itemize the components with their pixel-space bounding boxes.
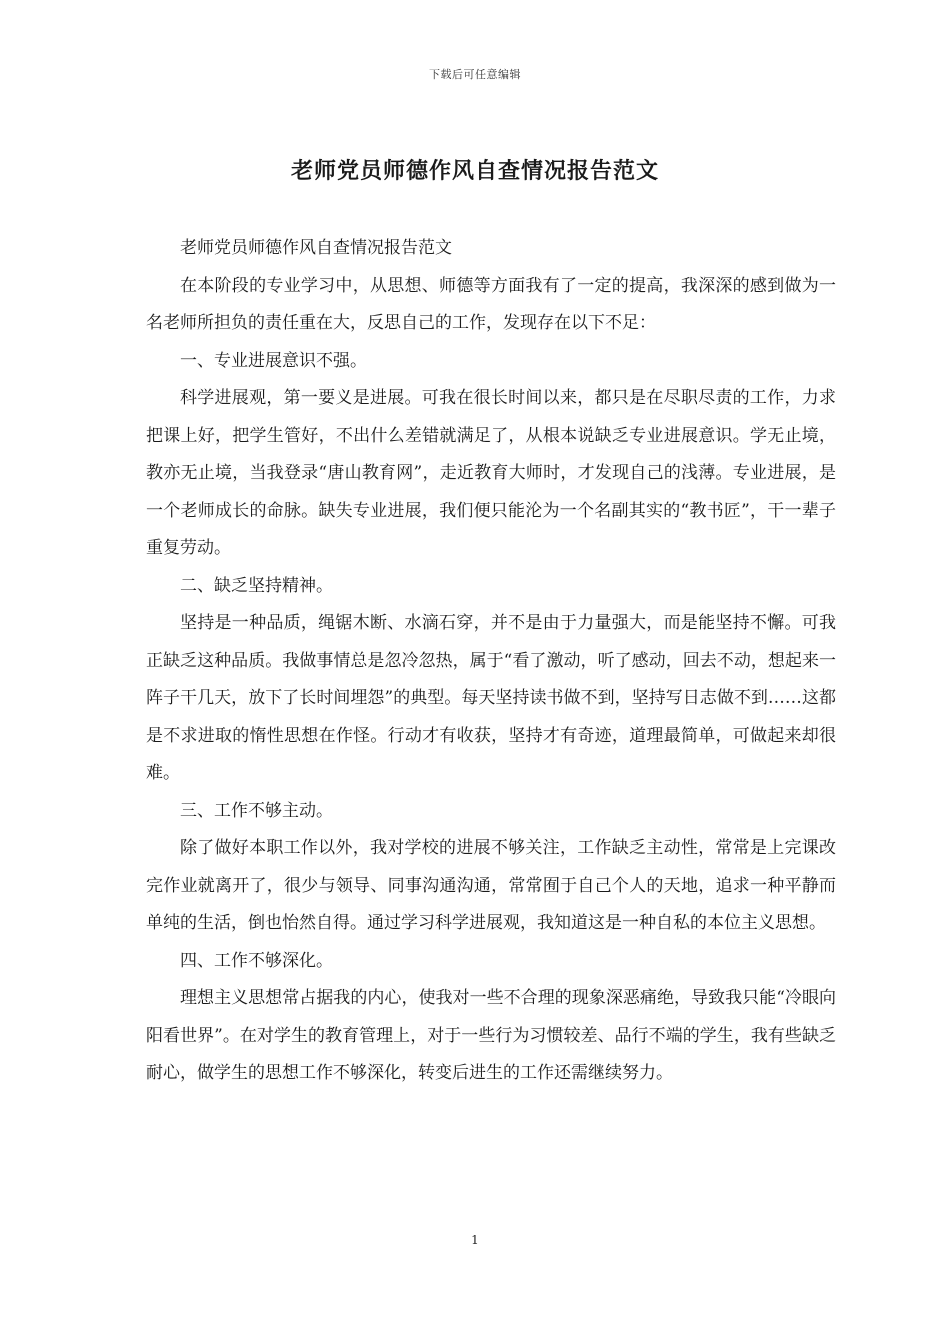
page-number: 1 (471, 1233, 479, 1247)
section-heading-2: 二、缺乏坚持精神。 (180, 575, 333, 596)
paragraph-section-4: 理想主义思想常占据我的内心，使我对一些不合理的现象深恶痛绝，导致我只能“冷眼向阳看世界”。在对学生的教育管理上，对于一些行为习惯较差、品行不端的学生，我有些缺乏耐心，做学生的思想工作不够深化，转变后进生的工作还需继续努力。 (146, 988, 836, 1083)
paragraph-intro: 在本阶段的专业学习中，从思想、师德等方面我有了一定的提高，我深深的感到做为一名老师所担负的责任重在大，反思自己的工作，发现存在以下不足： (146, 275, 836, 333)
document-body (146, 230, 836, 1093)
document-title: 老师党员师德作风自查情况报告范文 (290, 158, 659, 184)
header-note: 下载后可任意编辑 (429, 68, 521, 81)
paragraph-section-1: 科学进展观，第一要义是进展。可我在很长时间以来，都只是在尽职尽责的工作，力求把课上好，把学生管好，不出什么差错就满足了，从根本说缺乏专业进展意识。学无止境，教亦无止境，当我登录“唐山教育网”，走近教育大师时，才发现自己的浅薄。专业进展，是一个老师成长的命脉。缺失专业进展，我们便只能沦为一个名副其实的“教书匠”，干一辈子重复劳动。 (146, 388, 836, 558)
paragraph-section-3: 除了做好本职工作以外，我对学校的进展不够关注，工作缺乏主动性，常常是上完课改完作业就离开了，很少与领导、同事沟通沟通，常常囿于自己个人的天地，追求一种平静而单纯的生活，倒也怡然自得。通过学习科学进展观，我知道这是一种自私的本位主义思想。 (146, 838, 836, 933)
paragraph-subtitle: 老师党员师德作风自查情况报告范文 (180, 238, 452, 258)
section-heading-4: 四、工作不够深化。 (180, 950, 333, 971)
section-heading-3: 三、工作不够主动。 (180, 800, 333, 821)
paragraph-section-2: 坚持是一种品质，绳锯木断、水滴石穿，并不是由于力量强大，而是能坚持不懈。可我正缺乏这种品质。我做事情总是忽冷忽热，属于“看了激动，听了感动，回去不动，想起来一阵子干几天，放下了长时间埋怨”的典型。每天坚持读书做不到，坚持写日志做不到……这都是不求进取的惰性思想在作怪。行动才有收获，坚持才有奇迹，道理最简单，可做起来却很难。 (146, 613, 836, 783)
section-heading-1: 一、专业进展意识不强。 (180, 350, 367, 371)
